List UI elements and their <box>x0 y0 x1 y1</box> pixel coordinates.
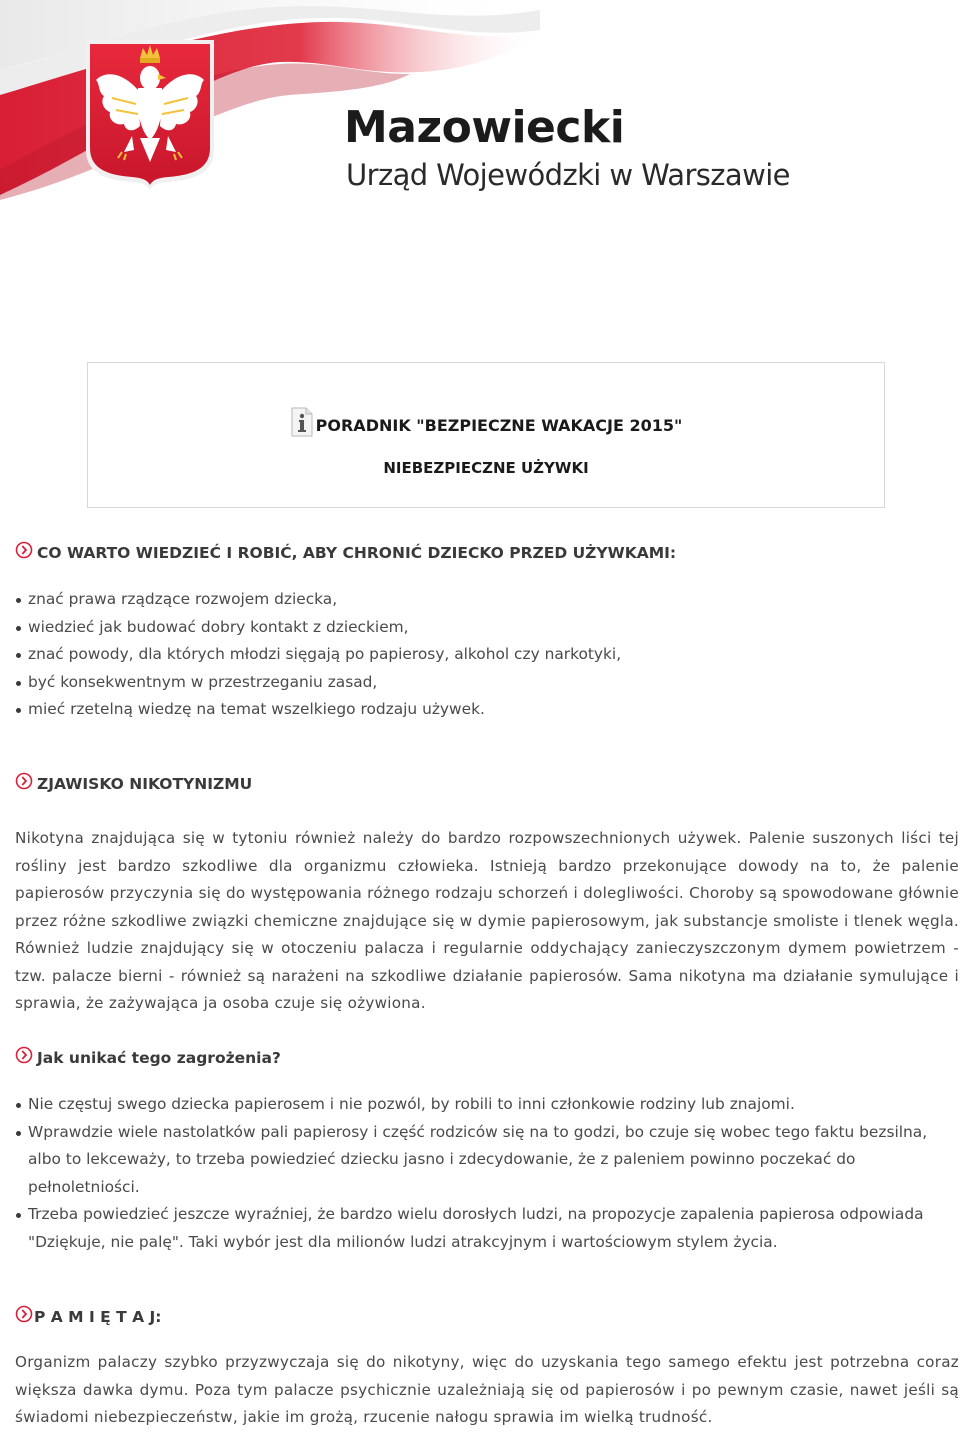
section-heading-text: ZJAWISKO NIKOTYNIZMU <box>37 775 253 793</box>
list-item: mieć rzetelną wiedzę na temat wszelkiego rodzaju używek. <box>15 696 945 724</box>
protect-child-list <box>15 586 945 724</box>
polish-eagle-emblem <box>86 40 214 190</box>
section-heading-nicotinism <box>15 772 252 794</box>
remember-paragraph: Organizm palaczy szybko przyzwyczaja się do nikotyny, więc do uzyskania tego samego efektu jest potrzebna coraz większa dawka dymu. Poza tym palacze psychicznie uzależniają się od papierosów i po pewnym czasie, nawet jeśli są świadomi niebezpieczeństw, jakie im grożą, rzucenie nałogu sprawia im wielką trudność. <box>15 1353 959 1426</box>
section-heading-protect-child <box>15 541 676 563</box>
list-item: Nie częstuj swego dziecka papierosem i nie pozwól, by robili to inni członkowie rodziny lub znajomi. <box>15 1091 945 1119</box>
list-item: wiedzieć jak budować dobry kontakt z dzieckiem, <box>15 614 945 642</box>
section-heading-remember <box>15 1305 161 1327</box>
list-item: Trzeba powiedzieć jeszcze wyraźniej, że bardzo wielu dorosłych ludzi, na propozycje zapalenia papierosa odpowiada "Dziękuje, nie palę". Taki wybór jest dla milionów ludzi atrakcyjnym i wartościowym stylem życia. <box>15 1201 945 1256</box>
list-item: znać powody, dla których młodzi sięgają po papierosy, alkohol czy narkotyki, <box>15 641 945 669</box>
site-banner <box>0 0 960 240</box>
circle-chevron-right-icon <box>15 541 33 559</box>
how-to-avoid-list <box>15 1091 945 1256</box>
section-heading-text: P A M I Ę T A J: <box>34 1308 162 1326</box>
section-heading-how-to-avoid <box>15 1046 281 1068</box>
nicotinism-paragraph: Nikotyna znajdująca się w tytoniu również należy do bardzo rozpowszechnionych używek. Palenie suszonych liści tej rośliny jest bardzo szkodliwe dla organizmu człowieka. Istnieją bardzo przekonujące dowody na to, że palenie papierosów przyczynia się do występowania różnego rodzaju schorzeń i dolegliwości. Choroby są spowodowane głównie przez różne szkodliwe związki chemiczne znajdujące się w dymie papierosowym, jak substancje smoliste i tlenek węgla. Również ludzie znajdujący się w otoczeniu palacza i regularnie oddychający zanieczyszczonym dymem powietrzem - tzw. palacze bierni - również są narażeni na szkodliwe działanie papierosów. Sama nikotyna ma działanie symulujące i sprawia, że zażywająca ja osoba czuje się ożywiona. <box>15 829 959 1012</box>
circle-chevron-right-icon <box>15 772 33 790</box>
list-item: być konsekwentnym w przestrzeganiu zasad, <box>15 669 945 697</box>
section-heading-text: CO WARTO WIEDZIEĆ I ROBIĆ, ABY CHRONIĆ DZIECKO PRZED UŻYWKAMI: <box>37 544 677 562</box>
document-subtitle: NIEBEZPIECZNE UŻYWKI <box>383 459 589 477</box>
list-item: Wprawdzie wiele nastolatków pali papierosy i część rodziców się na to godzi, bo czuje się wobec tego faktu bezsilna, albo to lekceważy, to trzeba powiedzieć dziecku jasno i zdecydowanie, że z paleniem powinno poczekać do pełnoletniości. <box>15 1119 945 1202</box>
list-item: znać prawa rządzące rozwojem dziecka, <box>15 586 945 614</box>
brand-subtitle: Urząd Wojewódzki w Warszawie <box>346 158 790 192</box>
brand-title: Mazowiecki <box>344 102 625 153</box>
section-heading-text: Jak unikać tego zagrożenia? <box>37 1049 281 1067</box>
circle-chevron-right-icon <box>15 1046 33 1064</box>
circle-chevron-right-icon <box>15 1305 33 1323</box>
info-document-icon <box>290 407 314 442</box>
document-title-text: PORADNIK "BEZPIECZNE WAKACJE 2015" <box>315 416 683 435</box>
document-title-box <box>87 362 885 508</box>
document-title <box>88 407 884 442</box>
